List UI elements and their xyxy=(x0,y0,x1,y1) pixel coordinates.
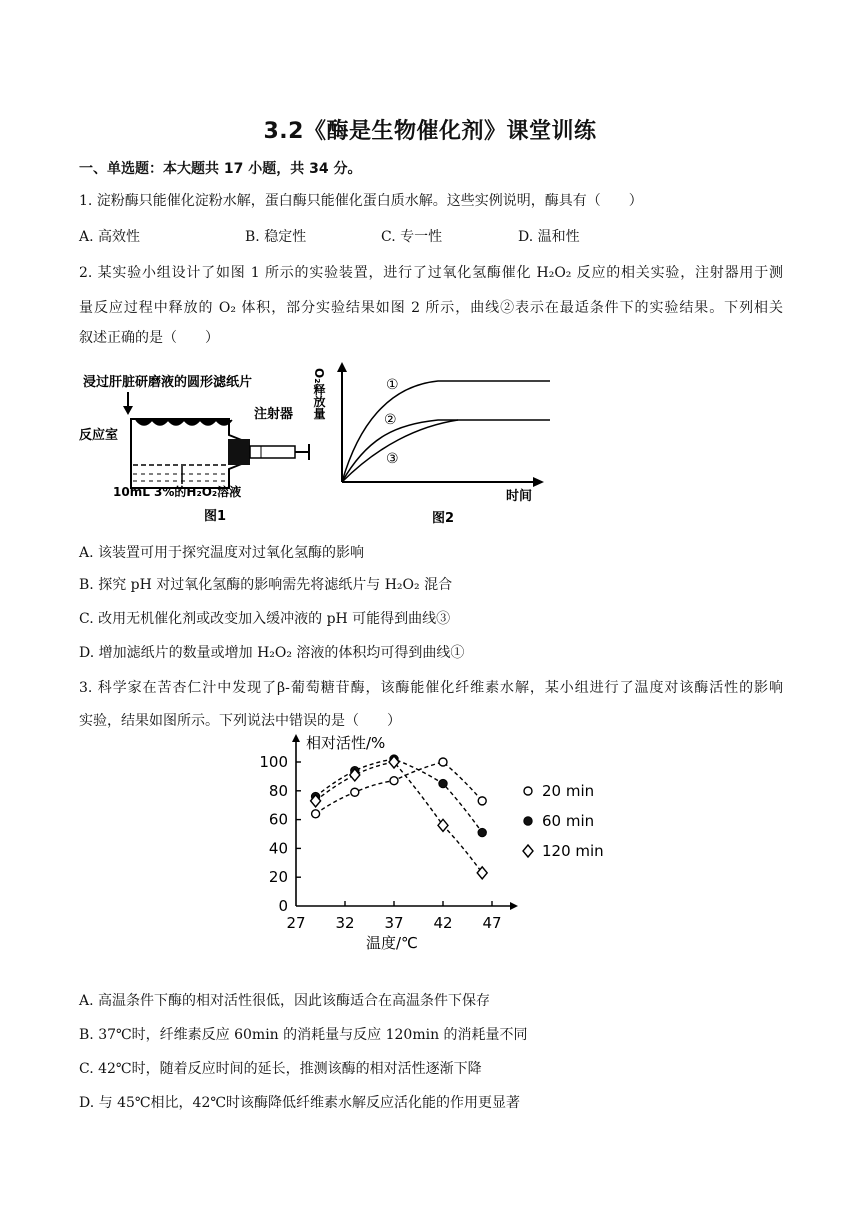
q1-option-d: D. 温和性 xyxy=(518,229,580,245)
q2-stem-line-2: 量反应过程中释放的 O₂ 体积，部分实验结果如图 2 所示，曲线②表示在最适条件下的实验结果。下列相关 xyxy=(79,300,783,316)
chart-y-tick-label: 80 xyxy=(268,781,288,800)
q2-stem-line-3: 叙述正确的是（ ） xyxy=(79,330,219,346)
chart-y-tick-label: 40 xyxy=(268,839,288,858)
legend-label: 20 min xyxy=(542,782,595,800)
data-point-20-min xyxy=(351,788,359,796)
chart-y-tick-label: 0 xyxy=(278,897,288,915)
fig1-stopper xyxy=(228,439,250,465)
chart-y-tick-label: 20 xyxy=(268,868,288,887)
chart-x-tick-label: 42 xyxy=(433,914,453,932)
fig2-curve-2 xyxy=(342,420,550,482)
q3-option-a: A. 高温条件下酶的相对活性很低，因此该酶适合在高温条件下保存 xyxy=(79,993,491,1009)
series-line-20-min xyxy=(316,762,483,814)
fig1-label-syringe: 注射器 xyxy=(254,407,294,422)
fig1-label-chamber: 反应室 xyxy=(79,428,119,443)
fig2-curve-1 xyxy=(342,381,550,482)
q1-stem: 1. 淀粉酶只能催化淀粉水解，蛋白酶只能催化蛋白质水解。这些实例说明，酶具有（ ） xyxy=(79,193,643,209)
legend-label: 60 min xyxy=(542,812,595,830)
chart-x-tick-label: 32 xyxy=(335,914,355,932)
q1-option-a: A. 高效性 xyxy=(79,229,141,245)
chart-x-tick-label: 37 xyxy=(384,914,404,932)
fig1-syringe-barrel xyxy=(250,446,295,458)
chart-ylabel: 相对活性/% xyxy=(306,734,386,752)
temperature-activity-chart xyxy=(252,730,612,956)
fig1-caption: 图1 xyxy=(204,509,227,524)
fig2-curve-label-2: ② xyxy=(384,412,397,428)
fig2-ylabel: O₂释放量 xyxy=(312,368,326,420)
legend-marker-60-min xyxy=(524,817,532,825)
q2-option-a: A. 该装置可用于探究温度对过氧化氢酶的影响 xyxy=(79,545,365,561)
legend-label: 120 min xyxy=(542,842,604,860)
section-heading: 一、单选题：本大题共 17 小题，共 34 分。 xyxy=(79,161,362,177)
figure-2-o2-curves xyxy=(312,356,550,528)
q3-option-c: C. 42℃时，随着反应时间的延长，推测该酶的相对活性逐渐下降 xyxy=(79,1061,482,1077)
fig1-label-filter-paper: 浸过肝脏研磨液的圆形滤纸片 xyxy=(83,375,253,390)
data-point-20-min xyxy=(312,810,320,818)
chart-xlabel: 温度/℃ xyxy=(366,934,418,952)
data-point-20-min xyxy=(478,797,486,805)
q3-option-d: D. 与 45℃相比，42℃时该酶降低纤维素水解反应活化能的作用更显著 xyxy=(79,1095,521,1111)
chart-y-tick-label: 60 xyxy=(268,810,288,829)
page-title: 3.2《酶是生物催化剂》课堂训练 xyxy=(263,119,597,144)
series-line-60-min xyxy=(316,759,483,832)
fig2-caption: 图2 xyxy=(432,511,455,526)
q2-option-d: D. 增加滤纸片的数量或增加 H₂O₂ 溶液的体积均可得到曲线① xyxy=(79,645,465,661)
chart-y-tick-label: 100 xyxy=(259,753,288,771)
fig1-filter-paper xyxy=(136,420,232,425)
q3-option-b: B. 37℃时，纤维素反应 60min 的消耗量与反应 120min 的消耗量不同 xyxy=(79,1027,528,1043)
legend-marker-120-min xyxy=(523,845,533,857)
q2-stem-line-1: 2. 某实验小组设计了如图 1 所示的实验装置，进行了过氧化氢酶催化 H₂O₂ 反应的相关实验，注射器用于测 xyxy=(79,265,783,281)
data-point-20-min xyxy=(439,758,447,766)
q1-option-b: B. 稳定性 xyxy=(245,229,307,245)
fig2-x-arrow xyxy=(533,477,544,487)
data-point-20-min xyxy=(390,777,398,785)
q2-option-c: C. 改用无机催化剂或改变加入缓冲液的 pH 可能得到曲线③ xyxy=(79,611,451,627)
legend-marker-20-min xyxy=(524,787,532,795)
fig2-curve-label-3: ③ xyxy=(386,451,399,467)
fig2-curve-3 xyxy=(342,420,458,482)
q1-option-c: C. 专一性 xyxy=(381,229,443,245)
fig2-y-arrow xyxy=(337,362,347,372)
data-point-60-min xyxy=(478,828,486,836)
fig2-curve-label-1: ① xyxy=(386,377,399,393)
data-point-60-min xyxy=(439,779,447,787)
q3-stem-line-2: 实验，结果如图所示。下列说法中错误的是（ ） xyxy=(79,713,401,729)
chart-y-arrow xyxy=(292,734,300,742)
fig1-label-solution: 10mL 3%的H₂O₂溶液 xyxy=(113,485,242,499)
fig1-arrow-head xyxy=(123,406,133,415)
fig2-xlabel: 时间 xyxy=(506,489,533,504)
chart-x-tick-label: 47 xyxy=(482,914,502,932)
chart-x-tick-label: 27 xyxy=(286,914,306,932)
q2-option-b: B. 探究 pH 对过氧化氢酶的影响需先将滤纸片与 H₂O₂ 混合 xyxy=(79,577,453,593)
chart-x-arrow xyxy=(510,902,518,910)
q3-stem-line-1: 3. 科学家在苦杏仁汁中发现了β-葡萄糖苷酶，该酶能催化纤维素水解，某小组进行了温度对该酶活性的影响 xyxy=(79,680,783,696)
figure-1-apparatus xyxy=(76,366,326,526)
